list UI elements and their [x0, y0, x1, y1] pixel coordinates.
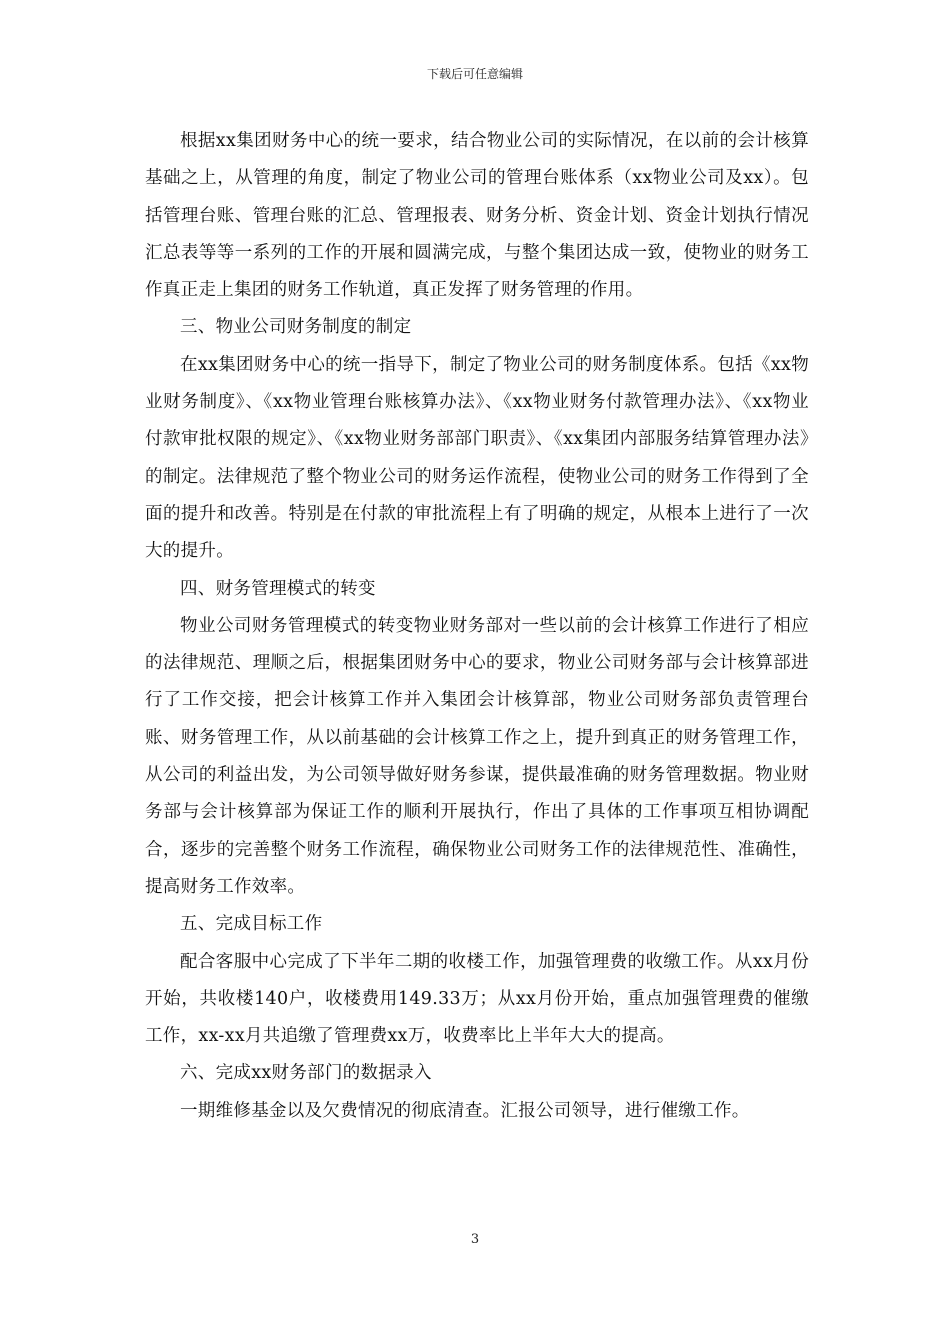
page-header: 下载后可任意编辑 — [426, 67, 523, 81]
section-heading-3: 三、物业公司财务制度的制定 — [180, 317, 412, 338]
paragraph-ledger-system: 根据xx集团财务中心的统一要求，结合物业公司的实际情况，在以前的会计核算基础之上，从管理的角度，制定了物业公司的管理台账体系（xx物业公司及xx）。包括管理台账、管理台账的汇总、管理报表、财务分析、资金计划、资金计划执行情况汇总表等等一系列的工作的开展和圆满完成，与整个集团达成一致，使物业的财务工作真正走上集团的财务工作轨道，真正发挥了财务管理的作用。 — [145, 131, 809, 301]
section-heading-5: 五、完成目标工作 — [180, 914, 323, 935]
paragraph-data-entry: 一期维修基金以及欠费情况的彻底清查。汇报公司领导，进行催缴工作。 — [180, 1100, 750, 1121]
section-heading-6: 六、完成xx财务部门的数据录入 — [180, 1063, 432, 1084]
paragraph-target-work: 配合客服中心完成了下半年二期的收楼工作，加强管理费的收缴工作。从xx月份开始，共收楼140户，收楼费用149.33万；从xx月份开始，重点加强管理费的催缴工作，xx-xx月共追缴了管理费xx万，收费率比上半年大大的提高。 — [145, 951, 809, 1047]
paragraph-finance-rules: 在xx集团财务中心的统一指导下，制定了物业公司的财务制度体系。包括《xx物业财务制度》、《xx物业管理台账核算办法》、《xx物业财务付款管理办法》、《xx物业付款审批权限的规定》、《xx物业财务部部门职责》、《xx集团内部服务结算管理办法》的制定。法律规范了整个物业公司的财务运作流程，使物业公司的财务工作得到了全面的提升和改善。特别是在付款的审批流程上有了明确的规定，从根本上进行了一次大的提升。 — [145, 354, 809, 562]
section-heading-4: 四、财务管理模式的转变 — [180, 578, 376, 599]
page-number: 3 — [470, 1232, 480, 1247]
paragraph-management-mode: 物业公司财务管理模式的转变物业财务部对一些以前的会计核算工作进行了相应的法律规范、理顺之后，根据集团财务中心的要求，物业公司财务部与会计核算部进行了工作交接，把会计核算工作并入集团会计核算部，物业公司财务部负责管理台账、财务管理工作，从以前基础的会计核算工作之上，提升到真正的财务管理工作，从公司的利益出发，为公司领导做好财务参谋，提供最准确的财务管理数据。物业财务部与会计核算部为保证工作的顺利开展执行，作出了具体的工作事项互相协调配合，逐步的完善整个财务工作流程，确保物业公司财务工作的法律规范性、准确性，提高财务工作效率。 — [145, 615, 809, 897]
document-body — [145, 123, 809, 1130]
